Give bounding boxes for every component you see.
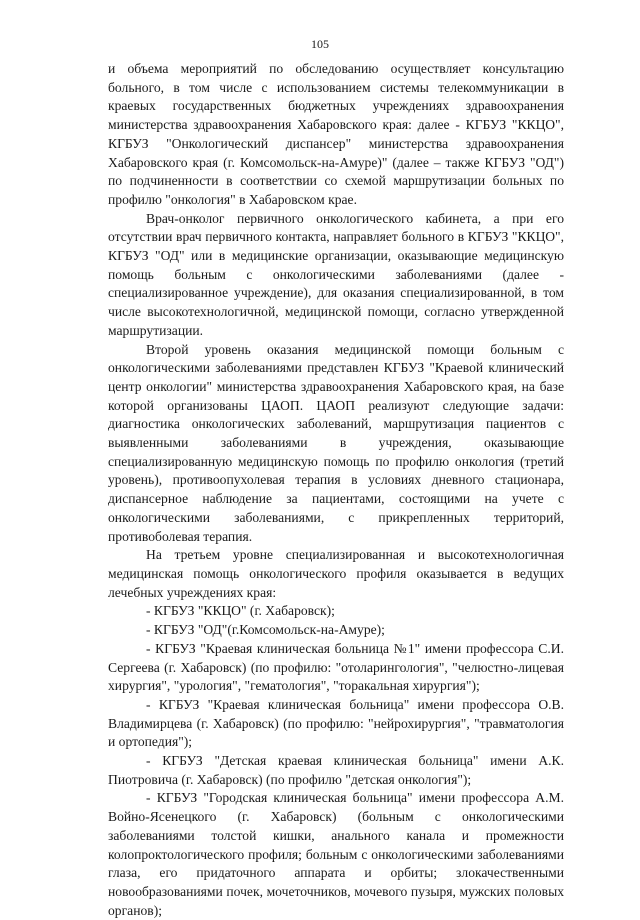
paragraph: На третьем уровне специализированная и высокотехнологичная медицинская помощь онкологического профиля оказывается в ведущих лечебных учреждениях края: [108, 547, 564, 600]
list-item: - КГБУЗ "Городская клиническая больница" имени профессора А.М. Войно-Ясенецкого (г. Хабаровск) (больным с онкологическими заболеваниями толстой кишки, анального канала и промежности колопроктологического профиля; больным с онкологическими заболеваниями глаза, его придаточного аппарата и орбиты; злокачественными новообразованиями почек, мочеточников, мочевого пузыря, мужских половых органов); [108, 790, 564, 918]
paragraph: и объема мероприятий по обследованию осуществляет консультацию больного, в том числе с использованием системы телекоммуникации в краевых государственных бюджетных учреждениях здравоохранения министерства здравоохранения Хабаровского края: далее - КГБУЗ "ККЦО", КГБУЗ "Онкологический диспансер" министерства здравоохранения Хабаровского края (г. Комсомольск-на-Амуре)" (далее – также КГБУЗ "ОД") по подчиненности в соответствии со схемой маршрутизации больных по профилю "онкология" в Хабаровском крае. [108, 61, 564, 207]
list-item: - КГБУЗ "ОД"(г.Комсомольск-на-Амуре); [146, 622, 385, 638]
paragraph: Врач-онколог первичного онкологического кабинета, а при его отсутствии врач первичного контакта, направляет больного в КГБУЗ "ККЦО", КГБУЗ "ОД" или в медицинские организации, оказывающие медицинскую помощь больным с онкологическими заболеваниями (далее - специализированное учреждение), для оказания специализированной, в том числе высокотехнологичной, медицинской помощи, согласно утвержденной маршрутизации. [108, 210, 564, 338]
list-item: - КГБУЗ "ККЦО" (г. Хабаровск); [146, 603, 335, 619]
paragraph: Второй уровень оказания медицинской помощи больным с онкологическими заболеваниями представлен КГБУЗ "Краевой клинический центр онкологии" министерства здравоохранения Хабаровского края, на базе которой организованы ЦАОП. ЦАОП реализуют следующие задачи: диагностика онкологических заболеваний, маршрутизация пациентов с выявленными заболеваниями в учреждения, оказывающие специализированную медицинскую помощь по профилю онкология (третий уровень), противоопухолевая терапия в условиях дневного стационара, диспансерное наблюдение за пациентами, состоящими на учете с онкологическими заболеваниями, с прикрепленных территорий, противоболевая терапия. [108, 341, 564, 544]
list-item: - КГБУЗ "Детская краевая клиническая больница" имени А.К. Пиотровича (г. Хабаровск) (по профилю "детская онкология"); [108, 753, 564, 787]
page-number: 105 [311, 37, 329, 51]
body-text [108, 60, 564, 920]
list-item: - КГБУЗ "Краевая клиническая больница" имени профессора О.В. Владимирцева (г. Хабаровск) (по профилю: "нейрохирургия", "травматология и ортопедия"); [108, 696, 564, 750]
list-item: - КГБУЗ "Краевая клиническая больница №1" имени профессора С.И. Сергеева (г. Хабаровск) (по профилю: "отоларингология", "челюстно-лицевая хирургия", "урология", "гематология", "торакальная хирургия"); [108, 640, 564, 694]
